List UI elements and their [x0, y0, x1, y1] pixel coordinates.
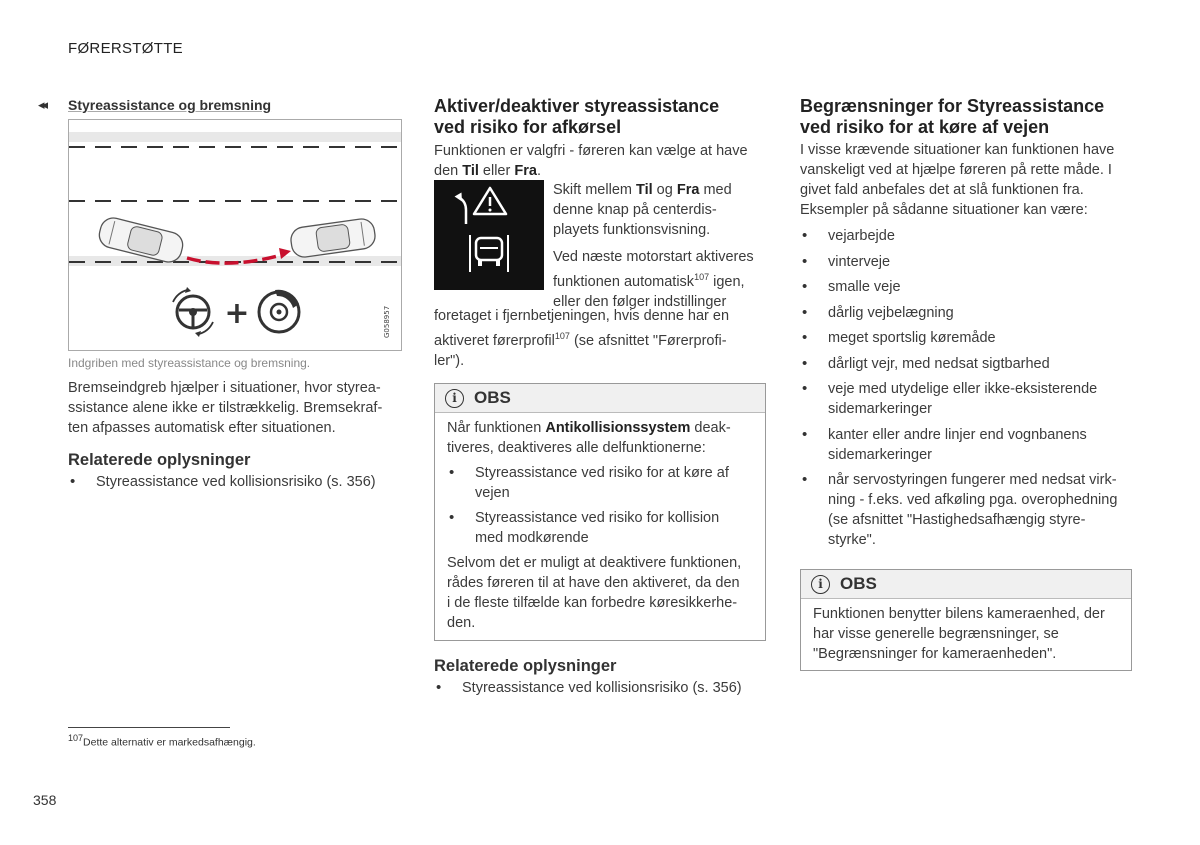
section-heading-row — [38, 97, 271, 113]
figure-caption: Indgriben med styreassistance og bremsning. — [68, 356, 311, 370]
list-item: • vinterveje — [800, 252, 1135, 272]
list-item: • kanter eller andre linjer end vognbanens sidemarkeringer — [800, 425, 1135, 465]
side2-line-1: Ved næste motorstart aktiveres — [553, 249, 754, 265]
obs-body — [801, 599, 1131, 672]
list-item: • vejarbejde — [800, 226, 1135, 246]
obs-note-box-2 — [800, 569, 1132, 671]
list-item: • når servostyringen fungerer med nedsat virk- ning - f.eks. ved afkøling pga. overophedning (se afsnittet "Hastighedsafhængig styre- styrke". — [800, 470, 1135, 550]
intro-line: Eksempler på sådanne situationer kan være: — [800, 202, 1088, 218]
side-line-1: Skift mellem Til og Fra med — [553, 182, 732, 198]
heading-line: ved risiko for at køre af vejen — [800, 117, 1050, 137]
obs-body — [435, 413, 765, 641]
footnote — [68, 733, 256, 749]
section-3-intro — [800, 140, 1135, 220]
list-item: • veje med utydelige eller ikke-eksisterende sidemarkeringer — [800, 379, 1135, 419]
related-title: Relaterede oplysninger — [68, 451, 251, 469]
intro-line: givet fald anbefales det at slå funktionen fra. — [800, 182, 1084, 198]
obs-tail-line: rådes føreren til at have den aktiveret, da den — [447, 575, 740, 591]
section-3-heading — [800, 96, 1135, 138]
footnote-number: 107 — [68, 733, 84, 743]
cont-line-3: ler"). — [434, 352, 465, 369]
intro-line-1: Funktionen er valgfri - føreren kan vælge at have — [434, 143, 748, 159]
related-link[interactable]: • Styreassistance ved kollisionsrisiko (s. 356) — [434, 678, 766, 698]
obs-header — [435, 384, 765, 413]
obs-line: har visse generelle begrænsninger, se — [813, 626, 1059, 642]
obs-line: "Begrænsninger for kameraenheden". — [813, 646, 1057, 662]
footnote-text: Dette alternativ er markedsafhængig. — [83, 736, 256, 749]
obs-tail-line: Selvom det er muligt at deaktivere funktionen, — [447, 555, 742, 571]
list-item: • dårligt vejr, med nedsat sigtbarhed — [800, 354, 1135, 374]
heading-line: Aktiver/deaktiver styreassistance — [434, 96, 720, 116]
list-item: • dårlig vejbelægning — [800, 303, 1135, 323]
list-item: • meget sportslig køremåde — [800, 328, 1135, 348]
side-line-2: denne knap på centerdis- — [553, 202, 717, 218]
info-icon: i — [445, 389, 464, 408]
figure-code: G058957 — [383, 305, 391, 338]
section-2-heading — [434, 96, 766, 138]
obs-list-item: • Styreassistance ved risiko for at køre af vejen — [447, 463, 753, 503]
obs-line-2: tiveres, deaktiveres alle delfunktionerne: — [447, 440, 706, 456]
list-item: • smalle veje — [800, 277, 1135, 297]
intro-line-2: den Til eller Fra. — [434, 163, 541, 179]
obs-title: OBS — [840, 574, 877, 593]
related-title: Relaterede oplysninger — [434, 657, 617, 675]
footnote-ref[interactable]: 107 — [554, 331, 570, 341]
obs-tail-line: i de fleste tilfælde kan forbedre køresikkerhe- — [447, 595, 738, 611]
intro-paragraph — [68, 378, 402, 438]
cont-line-1: foretaget i fjernbetjeningen, hvis denne har en — [434, 308, 730, 324]
steering-braking-illustration — [68, 119, 402, 351]
side-line-3: playets funktionsvisning. — [553, 222, 711, 238]
paragraph-line: ssistance alene ikke er tilstrækkelig. Bremsekraf- — [68, 400, 383, 416]
obs-line-1: Når funktionen Antikollisionssystem deak- — [447, 420, 731, 436]
footnote-ref[interactable]: 107 — [694, 272, 710, 282]
section-2-continuation — [434, 306, 766, 371]
heading-line: Begrænsninger for Styreassistance — [800, 96, 1105, 116]
related-info — [68, 451, 402, 492]
heading-line: ved risiko for afkørsel — [434, 117, 622, 137]
obs-line: Funktionen benytter bilens kameraenhed, der — [813, 606, 1105, 622]
obs-header — [801, 570, 1131, 599]
obs-note-box — [434, 383, 766, 641]
lane-keeping-button-icon[interactable] — [434, 180, 544, 290]
obs-title: OBS — [474, 388, 511, 407]
paragraph-line: Bremseindgreb hjælper i situationer, hvor styrea- — [68, 380, 381, 396]
cont-line-2: aktiveret førerprofil$^{107}$ (se afsnittet "Førerprofi- — [434, 331, 727, 349]
section-2-intro — [434, 141, 766, 181]
related-link[interactable]: • Styreassistance ved kollisionsrisiko (s. 356) — [68, 472, 402, 492]
info-icon: i — [811, 575, 830, 594]
page-number: 358 — [33, 792, 57, 808]
footnote-divider — [68, 727, 230, 728]
obs-list-item: • Styreassistance ved risiko for kollision med modkørende — [447, 508, 753, 548]
paragraph-line: ten afpasses automatisk efter situationen. — [68, 420, 336, 436]
side2-line-3: eller den følger indstillinger — [553, 293, 727, 310]
obs-tail-line: den. — [447, 615, 476, 631]
related-info-2 — [434, 657, 766, 698]
section-title[interactable]: Styreassistance og bremsning — [68, 97, 272, 113]
intro-line: vanskeligt ved at hjælpe føreren på rette måde. I — [800, 162, 1112, 178]
chapter-header: FØRERSTØTTE — [68, 40, 183, 57]
intro-line: I visse krævende situationer kan funktionen have — [800, 142, 1115, 158]
situations-list — [800, 226, 1135, 550]
icon-side-text — [553, 180, 768, 312]
svg-text:+: + — [224, 296, 250, 331]
side2-line-2: funktionen automatisk$^{107}$ igen, — [553, 272, 745, 290]
double-chevron-left-icon[interactable]: ◂◂ — [38, 97, 46, 112]
